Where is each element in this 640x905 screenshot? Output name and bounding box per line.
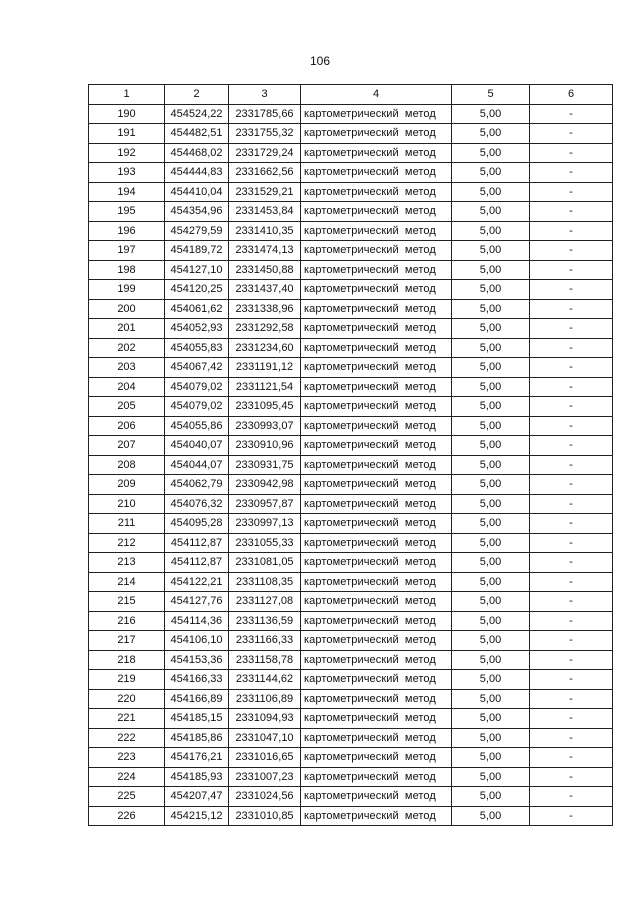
- y-coordinate-cell: 2331166,33: [229, 631, 301, 651]
- y-coordinate-cell: 2331047,10: [229, 728, 301, 748]
- point-number-cell: 193: [89, 163, 165, 183]
- accuracy-cell: 5,00: [452, 104, 530, 124]
- description-cell: -: [530, 806, 613, 826]
- method-cell: картометрический метод: [301, 806, 452, 826]
- x-coordinate-cell: 454207,47: [165, 787, 229, 807]
- accuracy-cell: 5,00: [452, 553, 530, 573]
- y-coordinate-cell: 2331453,84: [229, 202, 301, 222]
- point-number-cell: 197: [89, 241, 165, 261]
- y-coordinate-cell: 2331450,88: [229, 260, 301, 280]
- point-number-cell: 219: [89, 670, 165, 690]
- x-coordinate-cell: 454055,83: [165, 338, 229, 358]
- x-coordinate-cell: 454061,62: [165, 299, 229, 319]
- y-coordinate-cell: 2331106,89: [229, 689, 301, 709]
- method-cell: картометрический метод: [301, 748, 452, 768]
- method-cell: картометрический метод: [301, 143, 452, 163]
- method-cell: картометрический метод: [301, 767, 452, 787]
- description-cell: -: [530, 689, 613, 709]
- table-row: [89, 572, 613, 592]
- point-number-cell: 190: [89, 104, 165, 124]
- point-number-cell: 201: [89, 319, 165, 339]
- table-row: [89, 514, 613, 534]
- accuracy-cell: 5,00: [452, 338, 530, 358]
- point-number-cell: 211: [89, 514, 165, 534]
- y-coordinate-cell: 2331144,62: [229, 670, 301, 690]
- table-row: [89, 260, 613, 280]
- method-cell: картометрический метод: [301, 260, 452, 280]
- y-coordinate-cell: 2331158,78: [229, 650, 301, 670]
- accuracy-cell: 5,00: [452, 767, 530, 787]
- x-coordinate-cell: 454120,25: [165, 280, 229, 300]
- point-number-cell: 194: [89, 182, 165, 202]
- point-number-cell: 205: [89, 397, 165, 417]
- description-cell: -: [530, 748, 613, 768]
- accuracy-cell: 5,00: [452, 475, 530, 495]
- table-row: [89, 104, 613, 124]
- table-row: [89, 592, 613, 612]
- y-coordinate-cell: 2331095,45: [229, 397, 301, 417]
- table-row: [89, 631, 613, 651]
- method-cell: картометрический метод: [301, 299, 452, 319]
- description-cell: -: [530, 455, 613, 475]
- x-coordinate-cell: 454106,10: [165, 631, 229, 651]
- y-coordinate-cell: 2331191,12: [229, 358, 301, 378]
- x-coordinate-cell: 454079,02: [165, 397, 229, 417]
- x-coordinate-cell: 454189,72: [165, 241, 229, 261]
- header-row: [89, 85, 613, 105]
- y-coordinate-cell: 2330942,98: [229, 475, 301, 495]
- x-coordinate-cell: 454468,02: [165, 143, 229, 163]
- point-number-cell: 226: [89, 806, 165, 826]
- description-cell: -: [530, 338, 613, 358]
- y-coordinate-cell: 2331094,93: [229, 709, 301, 729]
- table-row: [89, 670, 613, 690]
- accuracy-cell: 5,00: [452, 358, 530, 378]
- point-number-cell: 209: [89, 475, 165, 495]
- accuracy-cell: 5,00: [452, 143, 530, 163]
- column-header-3: 3: [229, 85, 301, 105]
- description-cell: -: [530, 221, 613, 241]
- description-cell: -: [530, 767, 613, 787]
- table-row: [89, 806, 613, 826]
- y-coordinate-cell: 2330993,07: [229, 416, 301, 436]
- x-coordinate-cell: 454185,86: [165, 728, 229, 748]
- accuracy-cell: 5,00: [452, 806, 530, 826]
- description-cell: -: [530, 709, 613, 729]
- accuracy-cell: 5,00: [452, 748, 530, 768]
- method-cell: картометрический метод: [301, 631, 452, 651]
- x-coordinate-cell: 454215,12: [165, 806, 229, 826]
- method-cell: картометрический метод: [301, 416, 452, 436]
- accuracy-cell: 5,00: [452, 494, 530, 514]
- table-row: [89, 767, 613, 787]
- description-cell: -: [530, 514, 613, 534]
- method-cell: картометрический метод: [301, 397, 452, 417]
- method-cell: картометрический метод: [301, 611, 452, 631]
- y-coordinate-cell: 2331055,33: [229, 533, 301, 553]
- point-number-cell: 195: [89, 202, 165, 222]
- point-number-cell: 218: [89, 650, 165, 670]
- accuracy-cell: 5,00: [452, 572, 530, 592]
- description-cell: -: [530, 670, 613, 690]
- table-row: [89, 319, 613, 339]
- accuracy-cell: 5,00: [452, 650, 530, 670]
- accuracy-cell: 5,00: [452, 299, 530, 319]
- description-cell: -: [530, 436, 613, 456]
- table-row: [89, 689, 613, 709]
- x-coordinate-cell: 454067,42: [165, 358, 229, 378]
- point-number-cell: 212: [89, 533, 165, 553]
- table-row: [89, 338, 613, 358]
- description-cell: -: [530, 728, 613, 748]
- accuracy-cell: 5,00: [452, 377, 530, 397]
- x-coordinate-cell: 454079,02: [165, 377, 229, 397]
- method-cell: картометрический метод: [301, 533, 452, 553]
- description-cell: -: [530, 397, 613, 417]
- accuracy-cell: 5,00: [452, 260, 530, 280]
- accuracy-cell: 5,00: [452, 455, 530, 475]
- accuracy-cell: 5,00: [452, 280, 530, 300]
- y-coordinate-cell: 2331338,96: [229, 299, 301, 319]
- x-coordinate-cell: 454114,36: [165, 611, 229, 631]
- x-coordinate-cell: 454410,04: [165, 182, 229, 202]
- point-number-cell: 202: [89, 338, 165, 358]
- point-number-cell: 198: [89, 260, 165, 280]
- table-row: [89, 650, 613, 670]
- accuracy-cell: 5,00: [452, 728, 530, 748]
- accuracy-cell: 5,00: [452, 689, 530, 709]
- x-coordinate-cell: 454176,21: [165, 748, 229, 768]
- point-number-cell: 208: [89, 455, 165, 475]
- y-coordinate-cell: 2331785,66: [229, 104, 301, 124]
- y-coordinate-cell: 2331108,35: [229, 572, 301, 592]
- table-row: [89, 221, 613, 241]
- accuracy-cell: 5,00: [452, 514, 530, 534]
- table-row: [89, 299, 613, 319]
- point-number-cell: 196: [89, 221, 165, 241]
- accuracy-cell: 5,00: [452, 670, 530, 690]
- x-coordinate-cell: 454044,07: [165, 455, 229, 475]
- point-number-cell: 224: [89, 767, 165, 787]
- point-number-cell: 220: [89, 689, 165, 709]
- table-row: [89, 611, 613, 631]
- accuracy-cell: 5,00: [452, 592, 530, 612]
- column-header-4: 4: [301, 85, 452, 105]
- description-cell: -: [530, 358, 613, 378]
- method-cell: картометрический метод: [301, 436, 452, 456]
- y-coordinate-cell: 2331474,13: [229, 241, 301, 261]
- y-coordinate-cell: 2331127,08: [229, 592, 301, 612]
- accuracy-cell: 5,00: [452, 319, 530, 339]
- point-number-cell: 221: [89, 709, 165, 729]
- method-cell: картометрический метод: [301, 728, 452, 748]
- y-coordinate-cell: 2331529,21: [229, 182, 301, 202]
- table-row: [89, 377, 613, 397]
- description-cell: -: [530, 416, 613, 436]
- table-row: [89, 455, 613, 475]
- y-coordinate-cell: 2331437,40: [229, 280, 301, 300]
- method-cell: картометрический метод: [301, 670, 452, 690]
- description-cell: -: [530, 163, 613, 183]
- x-coordinate-cell: 454153,36: [165, 650, 229, 670]
- description-cell: -: [530, 611, 613, 631]
- x-coordinate-cell: 454354,96: [165, 202, 229, 222]
- y-coordinate-cell: 2330957,87: [229, 494, 301, 514]
- table-row: [89, 787, 613, 807]
- x-coordinate-cell: 454185,93: [165, 767, 229, 787]
- method-cell: картометрический метод: [301, 650, 452, 670]
- x-coordinate-cell: 454166,33: [165, 670, 229, 690]
- method-cell: картометрический метод: [301, 202, 452, 222]
- point-number-cell: 225: [89, 787, 165, 807]
- accuracy-cell: 5,00: [452, 436, 530, 456]
- point-number-cell: 222: [89, 728, 165, 748]
- y-coordinate-cell: 2331234,60: [229, 338, 301, 358]
- description-cell: -: [530, 475, 613, 495]
- description-cell: -: [530, 533, 613, 553]
- table-row: [89, 280, 613, 300]
- description-cell: -: [530, 631, 613, 651]
- method-cell: картометрический метод: [301, 592, 452, 612]
- x-coordinate-cell: 454127,76: [165, 592, 229, 612]
- x-coordinate-cell: 454095,28: [165, 514, 229, 534]
- table-row: [89, 163, 613, 183]
- description-cell: -: [530, 553, 613, 573]
- x-coordinate-cell: 454040,07: [165, 436, 229, 456]
- table-row: [89, 553, 613, 573]
- method-cell: картометрический метод: [301, 221, 452, 241]
- x-coordinate-cell: 454055,86: [165, 416, 229, 436]
- y-coordinate-cell: 2331016,65: [229, 748, 301, 768]
- table-row: [89, 358, 613, 378]
- point-number-cell: 207: [89, 436, 165, 456]
- method-cell: картометрический метод: [301, 514, 452, 534]
- coordinates-table: [88, 84, 613, 826]
- point-number-cell: 214: [89, 572, 165, 592]
- method-cell: картометрический метод: [301, 358, 452, 378]
- x-coordinate-cell: 454166,89: [165, 689, 229, 709]
- x-coordinate-cell: 454127,10: [165, 260, 229, 280]
- description-cell: -: [530, 592, 613, 612]
- accuracy-cell: 5,00: [452, 397, 530, 417]
- table-row: [89, 728, 613, 748]
- table-row: [89, 416, 613, 436]
- point-number-cell: 215: [89, 592, 165, 612]
- accuracy-cell: 5,00: [452, 631, 530, 651]
- method-cell: картометрический метод: [301, 163, 452, 183]
- method-cell: картометрический метод: [301, 124, 452, 144]
- point-number-cell: 206: [89, 416, 165, 436]
- method-cell: картометрический метод: [301, 377, 452, 397]
- table-row: [89, 436, 613, 456]
- table-row: [89, 748, 613, 768]
- method-cell: картометрический метод: [301, 455, 452, 475]
- method-cell: картометрический метод: [301, 689, 452, 709]
- table-row: [89, 475, 613, 495]
- method-cell: картометрический метод: [301, 319, 452, 339]
- method-cell: картометрический метод: [301, 241, 452, 261]
- y-coordinate-cell: 2331755,32: [229, 124, 301, 144]
- point-number-cell: 217: [89, 631, 165, 651]
- accuracy-cell: 5,00: [452, 533, 530, 553]
- method-cell: картометрический метод: [301, 182, 452, 202]
- table-row: [89, 143, 613, 163]
- method-cell: картометрический метод: [301, 280, 452, 300]
- y-coordinate-cell: 2330931,75: [229, 455, 301, 475]
- accuracy-cell: 5,00: [452, 416, 530, 436]
- method-cell: картометрический метод: [301, 553, 452, 573]
- point-number-cell: 216: [89, 611, 165, 631]
- description-cell: -: [530, 280, 613, 300]
- point-number-cell: 191: [89, 124, 165, 144]
- description-cell: -: [530, 572, 613, 592]
- point-number-cell: 200: [89, 299, 165, 319]
- y-coordinate-cell: 2331010,85: [229, 806, 301, 826]
- y-coordinate-cell: 2330997,13: [229, 514, 301, 534]
- x-coordinate-cell: 454112,87: [165, 533, 229, 553]
- table-header: [89, 85, 613, 105]
- x-coordinate-cell: 454112,87: [165, 553, 229, 573]
- description-cell: -: [530, 787, 613, 807]
- y-coordinate-cell: 2331136,59: [229, 611, 301, 631]
- x-coordinate-cell: 454444,83: [165, 163, 229, 183]
- table-row: [89, 533, 613, 553]
- accuracy-cell: 5,00: [452, 709, 530, 729]
- table-row: [89, 397, 613, 417]
- method-cell: картометрический метод: [301, 572, 452, 592]
- table-body: [89, 104, 613, 826]
- description-cell: -: [530, 143, 613, 163]
- column-header-5: 5: [452, 85, 530, 105]
- y-coordinate-cell: 2331081,05: [229, 553, 301, 573]
- accuracy-cell: 5,00: [452, 124, 530, 144]
- table-row: [89, 241, 613, 261]
- y-coordinate-cell: 2331662,56: [229, 163, 301, 183]
- table-row: [89, 709, 613, 729]
- column-header-1: 1: [89, 85, 165, 105]
- x-coordinate-cell: 454185,15: [165, 709, 229, 729]
- point-number-cell: 203: [89, 358, 165, 378]
- description-cell: -: [530, 494, 613, 514]
- accuracy-cell: 5,00: [452, 202, 530, 222]
- point-number-cell: 204: [89, 377, 165, 397]
- description-cell: -: [530, 202, 613, 222]
- method-cell: картометрический метод: [301, 494, 452, 514]
- description-cell: -: [530, 377, 613, 397]
- x-coordinate-cell: 454279,59: [165, 221, 229, 241]
- method-cell: картометрический метод: [301, 104, 452, 124]
- page-number: 106: [309, 54, 331, 68]
- table-row: [89, 494, 613, 514]
- description-cell: -: [530, 241, 613, 261]
- point-number-cell: 192: [89, 143, 165, 163]
- point-number-cell: 199: [89, 280, 165, 300]
- x-coordinate-cell: 454122,21: [165, 572, 229, 592]
- accuracy-cell: 5,00: [452, 182, 530, 202]
- x-coordinate-cell: 454076,32: [165, 494, 229, 514]
- table-row: [89, 182, 613, 202]
- point-number-cell: 213: [89, 553, 165, 573]
- description-cell: -: [530, 124, 613, 144]
- accuracy-cell: 5,00: [452, 241, 530, 261]
- x-coordinate-cell: 454524,22: [165, 104, 229, 124]
- y-coordinate-cell: 2330910,96: [229, 436, 301, 456]
- description-cell: -: [530, 182, 613, 202]
- description-cell: -: [530, 319, 613, 339]
- column-header-2: 2: [165, 85, 229, 105]
- column-header-6: 6: [530, 85, 613, 105]
- y-coordinate-cell: 2331292,58: [229, 319, 301, 339]
- table-row: [89, 202, 613, 222]
- method-cell: картометрический метод: [301, 709, 452, 729]
- point-number-cell: 210: [89, 494, 165, 514]
- point-number-cell: 223: [89, 748, 165, 768]
- description-cell: -: [530, 650, 613, 670]
- y-coordinate-cell: 2331024,56: [229, 787, 301, 807]
- accuracy-cell: 5,00: [452, 787, 530, 807]
- y-coordinate-cell: 2331410,35: [229, 221, 301, 241]
- description-cell: -: [530, 260, 613, 280]
- table-row: [89, 124, 613, 144]
- accuracy-cell: 5,00: [452, 163, 530, 183]
- y-coordinate-cell: 2331729,24: [229, 143, 301, 163]
- description-cell: -: [530, 299, 613, 319]
- method-cell: картометрический метод: [301, 338, 452, 358]
- x-coordinate-cell: 454062,79: [165, 475, 229, 495]
- x-coordinate-cell: 454052,93: [165, 319, 229, 339]
- y-coordinate-cell: 2331007,23: [229, 767, 301, 787]
- method-cell: картометрический метод: [301, 787, 452, 807]
- x-coordinate-cell: 454482,51: [165, 124, 229, 144]
- method-cell: картометрический метод: [301, 475, 452, 495]
- description-cell: -: [530, 104, 613, 124]
- accuracy-cell: 5,00: [452, 221, 530, 241]
- y-coordinate-cell: 2331121,54: [229, 377, 301, 397]
- accuracy-cell: 5,00: [452, 611, 530, 631]
